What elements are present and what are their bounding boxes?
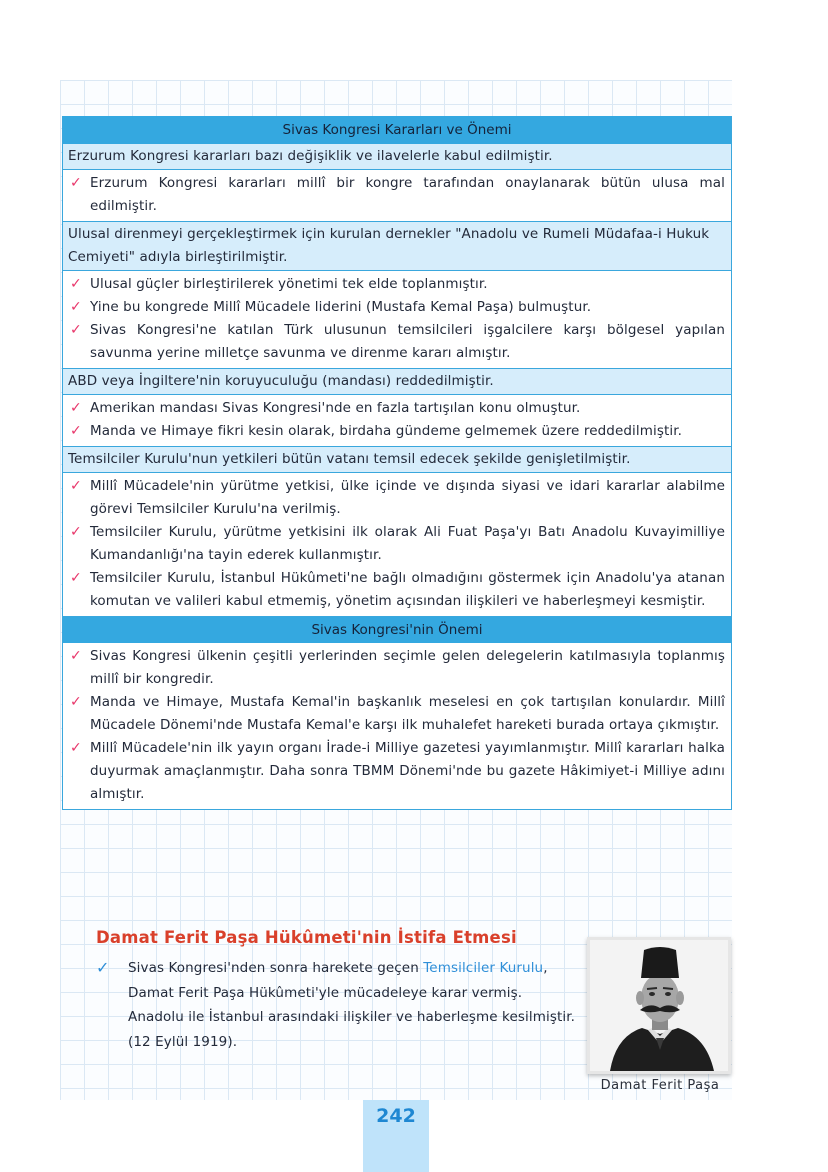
list-item — [69, 645, 725, 691]
list-item — [69, 521, 725, 567]
page-number: 242 — [376, 1105, 416, 1127]
list-item-text: Millî Mücadele'nin ilk yayın organı İrade-i Milliye gazetesi yayımlanmıştır. Millî kararları halka duyurmak amaçlanmıştır. Daha sonra TBMM Dönemi'nde bu gazete Hâkimiyet-i Milliye adını almıştır. — [90, 740, 725, 802]
check-icon: ✓ — [70, 648, 82, 664]
kararlar-table — [62, 116, 732, 810]
statement-row: ABD veya İngiltere'nin koruyuculuğu (mandası) reddedilmiştir. — [63, 368, 731, 395]
statement-row: Erzurum Kongresi kararları bazı değişiklik ve ilavelerle kabul edilmiştir. — [63, 144, 731, 170]
check-icon: ✓ — [70, 694, 82, 710]
section-text — [96, 956, 576, 1054]
check-icon: ✓ — [70, 276, 82, 292]
list-item-text: Sivas Kongresi'ne katılan Türk ulusunun temsilcileri işgalcilere karşı bölgesel yapılan savunma yerine milletçe savunma ve direnme kararı almıştır. — [90, 322, 725, 361]
statement-row: Temsilciler Kurulu'nun yetkileri bütün vatanı temsil edecek şekilde genişletilmiştir. — [63, 446, 731, 473]
list-item-text: Amerikan mandası Sivas Kongresi'nde en fazla tartışılan konu olmuştur. — [90, 400, 581, 416]
points-group — [63, 473, 731, 616]
list-item-text: Millî Mücadele'nin yürütme yetkisi, ülke içinde ve dışında siyasi ve idari kararlar alabilme görevi Temsilciler Kurulu'na verilmiş. — [90, 478, 725, 517]
check-icon: ✓ — [70, 570, 82, 586]
check-icon: ✓ — [70, 400, 82, 416]
photo-caption: Damat Ferit Paşa — [600, 1078, 720, 1093]
points-group — [63, 271, 731, 368]
list-item — [69, 567, 725, 613]
portrait-photo — [587, 937, 731, 1074]
table-title: Sivas Kongresi Kararları ve Önemi — [63, 116, 731, 144]
list-item-text: Temsilciler Kurulu, yürütme yetkisini ilk olarak Ali Fuat Paşa'yı Batı Anadolu Kuvayimilliye Kumandanlığı'na tayin ederek kullanmıştır. — [90, 524, 725, 563]
check-icon: ✓ — [70, 478, 82, 494]
section-text-before: Sivas Kongresi'nden sonra harekete geçen — [128, 960, 424, 976]
check-icon: ✓ — [96, 958, 110, 977]
list-item — [69, 397, 725, 420]
statement-row: Ulusal direnmeyi gerçekleştirmek için kurulan dernekler "Anadolu ve Rumeli Müdafaa-i Hukuk Cemiyeti" adıyla birleştirilmiştir. — [63, 221, 731, 271]
points-group — [63, 395, 731, 446]
list-item-text: Temsilciler Kurulu, İstanbul Hükûmeti'ne bağlı olmadığını göstermek için Anadolu'ya atanan komutan ve valileri kabul etmemiş, yönetim açısından ilişkileri ve haberleşmeyi kesmiştir. — [90, 570, 725, 609]
list-item — [69, 172, 725, 218]
list-item-text: Manda ve Himaye fikri kesin olarak, birdaha gündeme gelmemek üzere reddedilmiştir. — [90, 423, 683, 439]
list-item-text: Sivas Kongresi ülkenin çeşitli yerlerinden seçimle gelen delegelerin katılmasıyla toplanmış millî bir kongredir. — [90, 648, 725, 687]
section-title: Damat Ferit Paşa Hükûmeti'nin İstifa Etmesi — [96, 928, 517, 947]
list-item — [69, 319, 725, 365]
portrait-image — [590, 940, 728, 1071]
check-icon: ✓ — [70, 175, 82, 191]
check-icon: ✓ — [70, 524, 82, 540]
onem-points — [63, 643, 731, 809]
list-item-text: Ulusal güçler birleştirilerek yönetimi tek elde toplanmıştır. — [90, 276, 488, 292]
highlight-term: Temsilciler Kurulu — [423, 960, 544, 976]
section-text-after: , Damat Ferit Paşa Hükûmeti'yle mücadeleye karar vermiş. Anadolu ile İstanbul arasındaki ilişkiler ve haberleşme kesilmiştir. (12 Eylül 1919). — [128, 960, 576, 1050]
points-group — [63, 170, 731, 221]
list-item — [69, 475, 725, 521]
list-item-text: Erzurum Kongresi kararları millî bir kongre tarafından onaylanarak bütün ulusa mal edilmiştir. — [90, 175, 725, 214]
table-blocks — [63, 144, 731, 616]
onem-title: Sivas Kongresi'nin Önemi — [63, 616, 731, 643]
check-icon: ✓ — [70, 322, 82, 338]
list-item — [69, 691, 725, 737]
list-item-text: Yine bu kongrede Millî Mücadele liderini (Mustafa Kemal Paşa) bulmuştur. — [90, 299, 592, 315]
list-item-text: Manda ve Himaye, Mustafa Kemal'in başkanlık meselesi en çok tartışılan konulardır. Millî Mücadele Dönemi'nde Mustafa Kemal'e karşı ilk muhalefet hareketi burada ortaya çıkmıştır. — [90, 694, 725, 733]
list-item — [69, 737, 725, 806]
check-icon: ✓ — [70, 423, 82, 439]
list-item — [69, 273, 725, 296]
check-icon: ✓ — [70, 740, 82, 756]
check-icon: ✓ — [70, 299, 82, 315]
list-item — [69, 420, 725, 443]
list-item — [69, 296, 725, 319]
section-body — [96, 956, 576, 1054]
